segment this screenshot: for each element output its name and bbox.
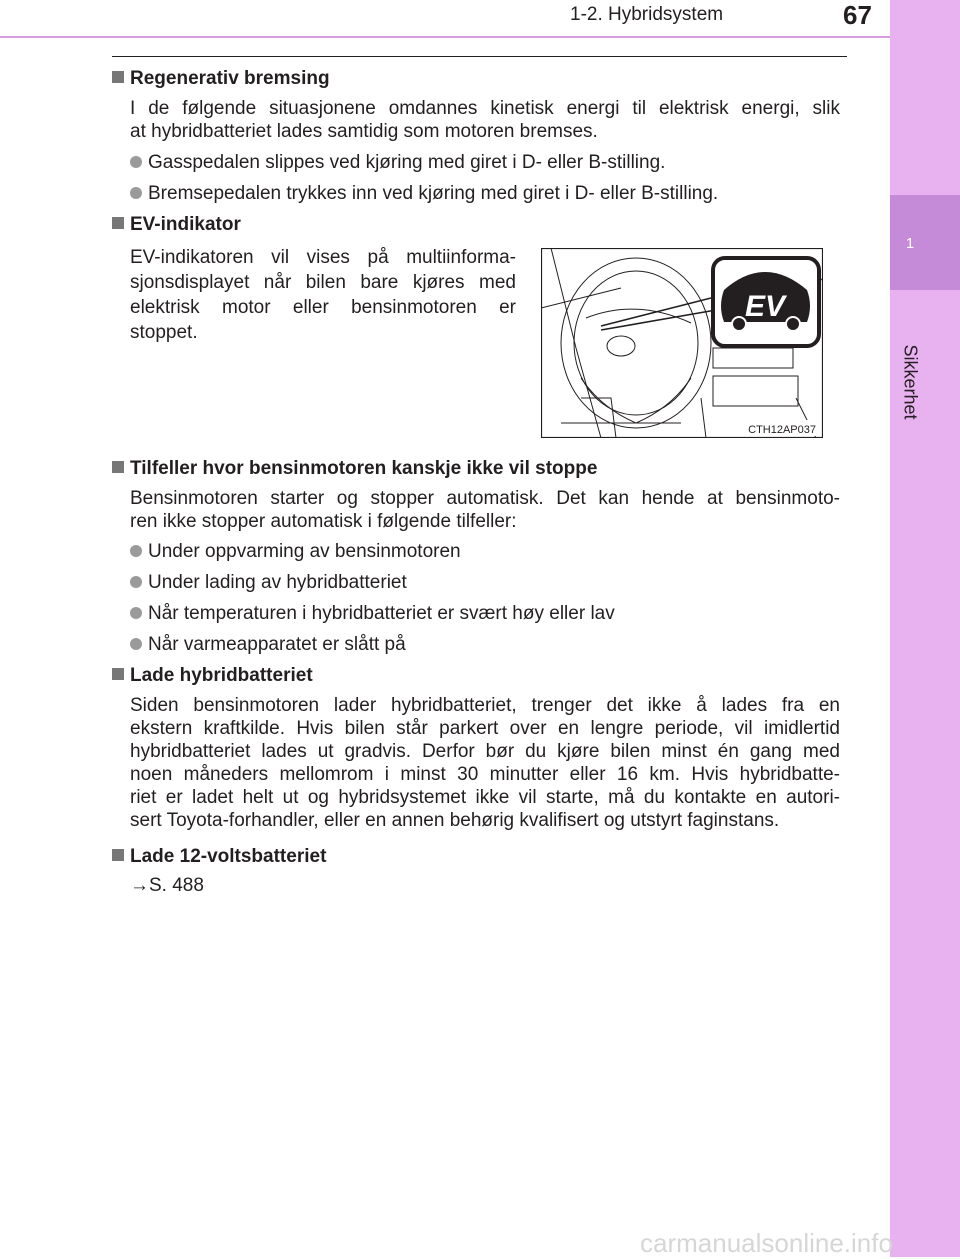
charge-text-line: hybridbatteriet lades ut gradvis. Derfor bør du kjøre bilen minst én gang med: [130, 741, 840, 762]
watermark: carmanualsonline.info: [640, 1228, 893, 1258]
chapter-sidebar: [890, 0, 960, 1257]
round-bullet-icon: [130, 607, 142, 619]
round-bullet-icon: [130, 576, 142, 588]
regen-paragraph-line: at hybridbatteriet lades samtidig som motoren bremses.: [130, 121, 598, 142]
square-bullet-icon: [112, 668, 124, 680]
heading-stop-cases: Tilfeller hvor bensinmotoren kanskje ikke vil stoppe: [112, 457, 597, 481]
chapter-name: Sikkerhet: [900, 344, 921, 420]
dashboard-illustration: [541, 248, 823, 438]
round-bullet-icon: [130, 187, 142, 199]
stop-paragraph-line: ren ikke stopper automatisk i følgende tilfeller:: [130, 511, 517, 532]
page-reference[interactable]: →S. 488: [130, 875, 204, 896]
charge-text-line: noen måneders mellomrom i minst 30 minutter eller 16 km. Hvis hybridbatte-: [130, 764, 840, 785]
square-bullet-icon: [112, 461, 124, 473]
round-bullet-icon: [130, 638, 142, 650]
ev-text-line: sjonsdisplayet når bilen bare kjøres med: [130, 272, 516, 293]
ev-text-line: stoppet.: [130, 322, 198, 343]
stop-bullet: Når varmeapparatet er slått på: [130, 633, 406, 657]
square-bullet-icon: [112, 849, 124, 861]
stop-bullet: Under lading av hybridbatteriet: [130, 571, 407, 595]
ev-text-line: EV-indikatoren vil vises på multiinforma-: [130, 247, 516, 268]
charge-text-line: riet er ladet helt ut og hybridsystemet ikke vil starte, må du kontakte en autori-: [130, 787, 840, 808]
figure-code: CTH12AP037: [748, 424, 816, 436]
header-divider: [0, 36, 890, 38]
ev-icon-text: EV: [744, 290, 786, 323]
charge-text-line: Siden bensinmotoren lader hybridbatteriet, trenger det ikke å lades fra en: [130, 695, 840, 716]
stop-paragraph-line: Bensinmotoren starter og stopper automatisk. Det kan hende at bensinmoto-: [130, 488, 840, 509]
charge-text-line: ekstern kraftkilde. Hvis bilen står parkert over en lengre periode, vil imidlertid: [130, 718, 840, 739]
round-bullet-icon: [130, 156, 142, 168]
charge-text-line: sert Toyota-forhandler, eller en annen behørig kvalifisert og utstyrt faginstans.: [130, 810, 780, 831]
heading-charge-12v: Lade 12-voltsbatteriet: [112, 845, 326, 869]
chapter-number: 1: [905, 235, 915, 252]
heading-charge-hybrid: Lade hybridbatteriet: [112, 664, 313, 688]
regen-bullet: Gasspedalen slippes ved kjøring med giret i D- eller B-stilling.: [130, 151, 665, 175]
stop-bullet: Når temperaturen i hybridbatteriet er svært høy eller lav: [130, 602, 615, 626]
round-bullet-icon: [130, 545, 142, 557]
heading-regen: Regenerativ bremsing: [112, 67, 330, 91]
square-bullet-icon: [112, 217, 124, 229]
square-bullet-icon: [112, 71, 124, 83]
regen-paragraph-line: I de følgende situasjonene omdannes kinetisk energi til elektrisk energi, slik: [130, 98, 840, 119]
page-number: 67: [843, 0, 872, 30]
arrow-right-icon: →: [130, 875, 149, 896]
heading-ev: EV-indikator: [112, 213, 241, 237]
section-title: 1-2. Hybridsystem: [570, 4, 724, 25]
section-rule: [112, 56, 847, 57]
ev-text-line: elektrisk motor eller bensinmotoren er: [130, 297, 516, 318]
regen-bullet: Bremsepedalen trykkes inn ved kjøring med giret i D- eller B-stilling.: [130, 182, 718, 206]
stop-bullet: Under oppvarming av bensinmotoren: [130, 540, 461, 564]
